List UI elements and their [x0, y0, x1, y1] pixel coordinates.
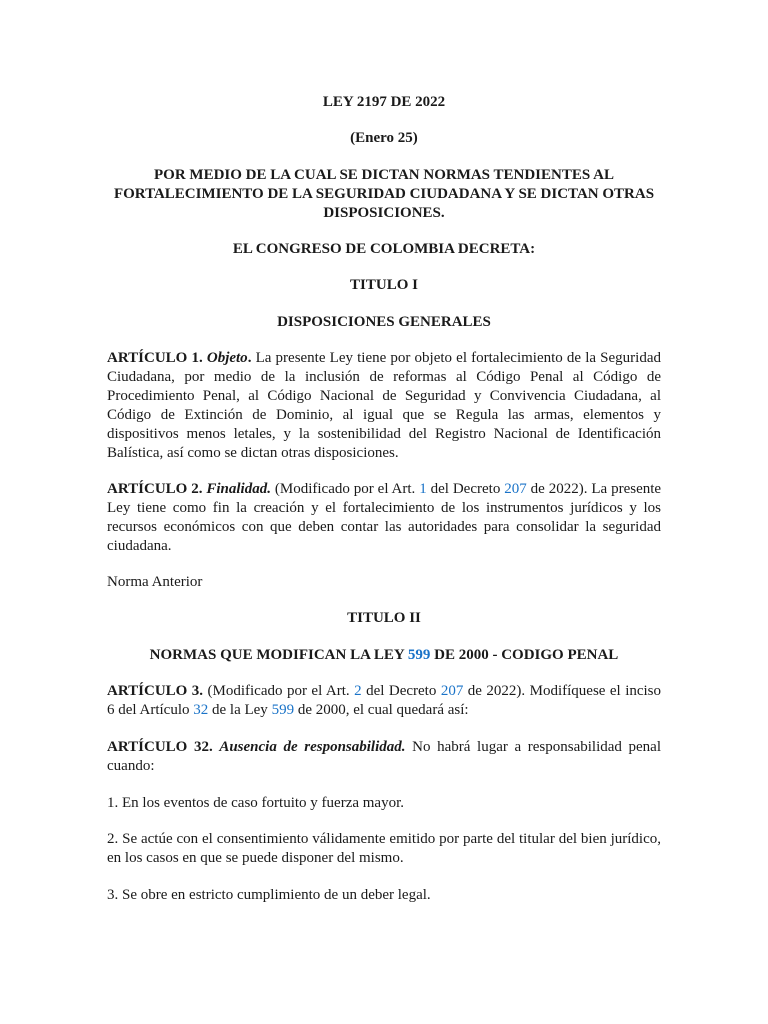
titulo-2-heading: TITULO II: [347, 610, 421, 626]
article-2-label: ARTÍCULO 2.: [107, 481, 203, 497]
article-3-mod-prefix: (Modificado por el Art.: [207, 683, 350, 699]
article-3-art-link[interactable]: 2: [354, 683, 362, 699]
article-2-art-link[interactable]: 1: [419, 481, 427, 497]
titulo-1-heading: TITULO I: [350, 277, 418, 293]
article-32-text: No habrá lugar a responsabilidad penal cuando:: [107, 739, 662, 774]
law-title: LEY 2197 DE 2022: [322, 94, 446, 110]
article-2: [107, 480, 661, 556]
norma-anterior-link[interactable]: Norma Anterior: [107, 574, 203, 590]
titulo-1-subheading: DISPOSICIONES GENERALES: [277, 314, 491, 330]
article-3: [107, 682, 661, 720]
ley-599-link[interactable]: 599: [407, 647, 431, 663]
list-item: 2. Se actúe con el consentimiento válidamente emitido por parte del titular del bien jurídico, en los casos en que se puede disponer del mismo.: [107, 831, 661, 866]
article-32-label: ARTÍCULO 32.: [107, 739, 213, 755]
article-32-name: Ausencia de responsabilidad.: [219, 739, 406, 755]
article-3-ley-text: de la Ley: [212, 702, 268, 718]
article-3-decree-link[interactable]: 207: [440, 683, 464, 699]
article-1-text: La presente Ley tiene por objeto el fortalecimiento de la Seguridad Ciudadana, por medio de la inclusión de reformas al Código Penal al Código de Procedimiento Penal, al Código Nacional de Seguridad y Convivencia Ciudadana, al Código de Extinción de Dominio, al igual que se Regula las armas, elementos y dispositivos menos letales, y la sostenibilidad del Registro Nacional de Identificación Balística, así como se dictan otras disposiciones.: [107, 350, 661, 461]
article-1-name: Objeto: [206, 350, 248, 366]
list-item: 3. Se obre en estricto cumplimiento de un deber legal.: [107, 887, 431, 903]
article-2-mid: del Decreto: [430, 481, 501, 497]
article-3-label: ARTÍCULO 3.: [107, 683, 204, 699]
article-3-suffix: de 2022). Modifíquese el inciso 6 del Artículo: [107, 683, 662, 718]
list-item: 1. En los eventos de caso fortuito y fuerza mayor.: [107, 795, 404, 811]
titulo-2-sub-suffix: DE 2000 - CODIGO PENAL: [434, 647, 619, 663]
article-1-label: ARTÍCULO 1.: [107, 350, 203, 366]
decree-statement: EL CONGRESO DE COLOMBIA DECRETA:: [232, 241, 536, 257]
article-2-name: Finalidad.: [206, 481, 271, 497]
article-1: [107, 349, 661, 463]
article-32: [107, 738, 661, 776]
article-2-mod-prefix: (Modificado por el Art.: [274, 481, 416, 497]
article-3-mid: del Decreto: [366, 683, 437, 699]
article-3-end: de 2000, el cual quedará así:: [297, 702, 469, 718]
article-2-decree-link[interactable]: 207: [504, 481, 527, 497]
ley-599-link-2[interactable]: 599: [271, 702, 295, 718]
article-2-text: La presente Ley tiene como fin la creación y el fortalecimiento de los instrumentos jurídicos y los recursos económicos con que deben contar las autoridades para consolidar la seguridad ciudadana.: [107, 481, 662, 554]
titulo-2-sub-prefix: NORMAS QUE MODIFICAN LA LEY: [149, 647, 405, 663]
article-2-suffix: de 2022).: [530, 481, 588, 497]
law-subject: POR MEDIO DE LA CUAL SE DICTAN NORMAS TENDIENTES AL FORTALECIMIENTO DE LA SEGURIDAD CIUDADANA Y SE DICTAN OTRAS DISPOSICIONES.: [113, 167, 655, 221]
article-1-name-end: .: [247, 350, 252, 366]
titulo-2-subheading: [107, 646, 661, 665]
articulo-32-link[interactable]: 32: [193, 702, 209, 718]
law-date: (Enero 25): [350, 130, 418, 146]
